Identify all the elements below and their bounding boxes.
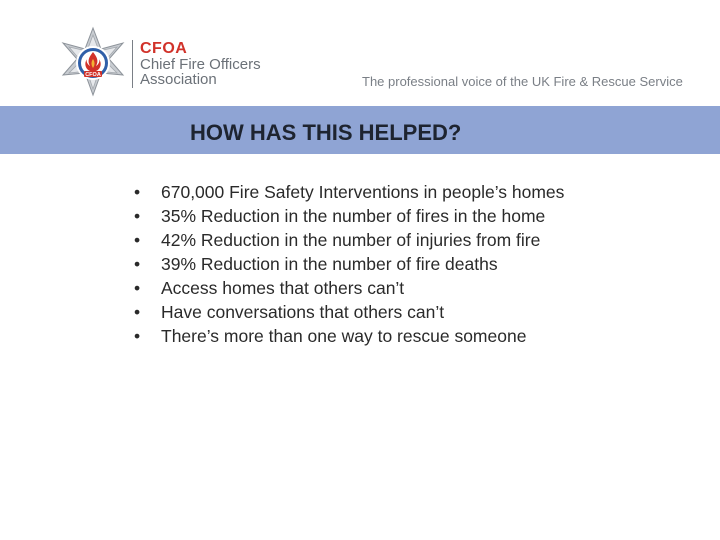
bullet-text: 670,000 Fire Safety Interventions in people’s homes (161, 182, 565, 202)
slide-header (0, 0, 720, 106)
bullet-text: 35% Reduction in the number of fires in the home (161, 206, 546, 226)
fire-service-star-badge-icon (56, 26, 130, 100)
org-acronym: CFOA (140, 40, 188, 57)
bullet-text: 42% Reduction in the number of injuries from fire (161, 230, 541, 250)
tagline: The professional voice of the UK Fire & Rescue Service (362, 74, 683, 89)
bullet-item (134, 231, 614, 250)
bullet-text: 39% Reduction in the number of fire deaths (161, 254, 498, 274)
logo-divider (132, 40, 133, 88)
bullet-marker: • (134, 278, 141, 298)
bullet-item (134, 303, 614, 322)
org-name-line-2: Association (140, 71, 217, 88)
bullet-item (134, 279, 614, 298)
bullet-marker: • (134, 206, 141, 226)
bullet-text: Have conversations that others can’t (161, 302, 445, 322)
org-name-line-1: Chief Fire Officers (140, 56, 261, 73)
bullet-marker: • (134, 182, 141, 202)
bullet-item (134, 183, 614, 202)
badge-text: CFOA (85, 72, 101, 78)
bullet-text: There’s more than one way to rescue someone (161, 326, 527, 346)
bullet-list (134, 183, 614, 351)
bullet-marker: • (134, 326, 141, 346)
bullet-item (134, 327, 614, 346)
bullet-item (134, 255, 614, 274)
bullet-marker: • (134, 230, 141, 250)
bullet-marker: • (134, 302, 141, 322)
bullet-marker: • (134, 254, 141, 274)
bullet-text: Access homes that others can’t (161, 278, 405, 298)
bullet-item (134, 207, 614, 226)
slide-title: HOW HAS THIS HELPED? (190, 120, 462, 145)
